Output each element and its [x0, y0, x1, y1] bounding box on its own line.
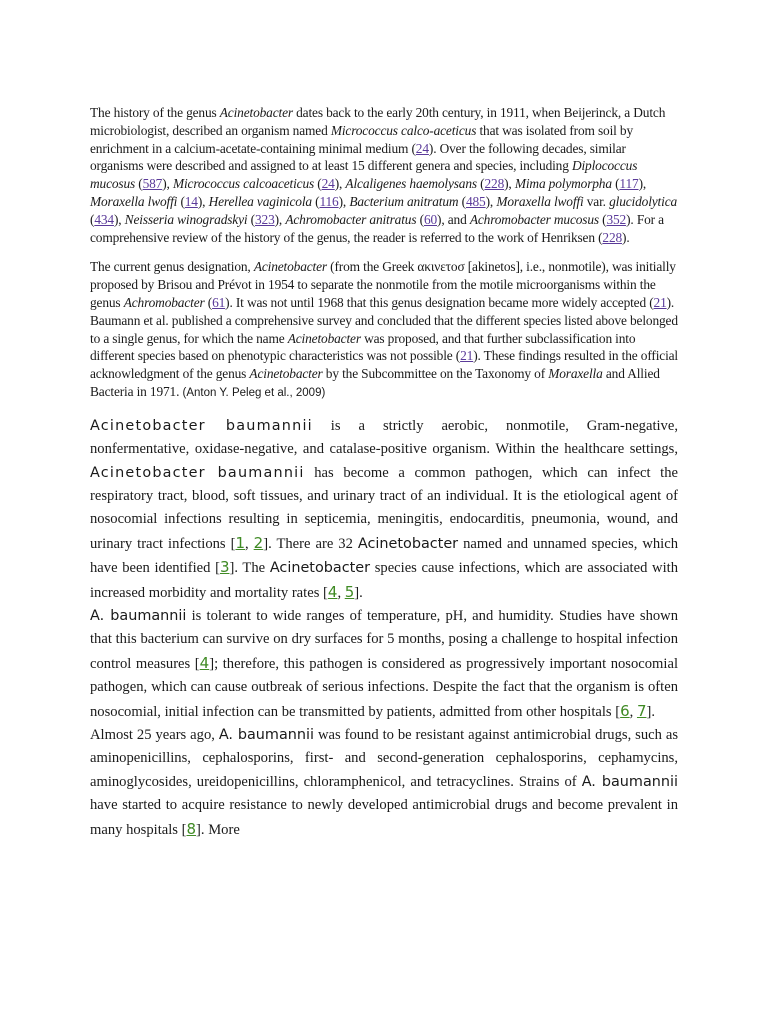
text-run: ), [197, 193, 209, 209]
species-name: Bacterium anitratum [349, 193, 459, 209]
text-run: species cause infections, which are associated with increased morbidity and mortality rates [ [90, 560, 679, 601]
species-name: Micrococcus calcoaceticus [172, 176, 315, 192]
text-run: ( [135, 176, 143, 192]
reference-link[interactable]: 323 [254, 211, 275, 227]
text-run: by the Subcommittee on the Taxonomy of [322, 366, 549, 382]
reference-link[interactable]: 2 [253, 533, 264, 552]
text-run: ]. The [229, 560, 270, 577]
text-run: has become a common pathogen, which can infect the respiratory tract, blood, soft tissues, and urinary tract of an individual. It is the etiological agent of nosocomial infections resulting in septicemia, meningitis, endocarditis, pneumonia, wound, and urinary tract infections [ [90, 464, 678, 552]
reference-link[interactable]: 8 [186, 819, 197, 838]
text-run: is a strictly aerobic, nonmotile, Gram-negative, nonfermentative, oxidase-negative, and catalase-positive organism. Within the healthcare settings, [90, 417, 678, 458]
text-run: ]. More [196, 821, 240, 838]
text-run: ( [314, 176, 322, 192]
organism-name: A. baumannii [218, 727, 315, 744]
reference-link[interactable]: 6 [620, 701, 630, 720]
text-run: ]. There are 32 [263, 535, 358, 552]
text-run: ), [504, 176, 515, 192]
text-run: ]. [646, 703, 656, 720]
text-run: ( [247, 211, 255, 227]
species-name: Alcaligenes haemolysans [345, 176, 477, 192]
text-run: , [337, 584, 345, 601]
text-run: was found to be resistant against antimicrobial drugs, such as aminopenicillins, cephalosporins, first- and second-generation cephalosporins, cephamycins, aminoglycosides, ureidopenicillins, chloramphenicol, and tetracyclines. Strains of [90, 727, 678, 790]
text-run: ). Baumann et al. published a comprehensive survey and concluded that the different species listed above belonged to a single genus, for which the name [90, 294, 678, 346]
text-run: have started to acquire resistance to newly developed antimicrobial drugs and become prevalent in many hospitals [ [90, 797, 678, 838]
text-run: ( [598, 211, 607, 227]
text-run: ( [476, 176, 485, 192]
text-run: ( [416, 211, 424, 227]
history-paragraph [90, 104, 678, 246]
text-run: dates back to the early 20th century, in 1911, when Beijerinck, a Dutch microbiologist, described an organism named [90, 105, 666, 138]
species-name: Achromobacter anitratus [285, 211, 417, 227]
genus-designation-paragraph [90, 258, 678, 402]
text-run: and Allied Bacteria in 1971. [90, 366, 660, 399]
reference-link[interactable]: 3 [219, 558, 230, 577]
citation: (Anton Y. Peleg et al., 2009) [182, 386, 326, 399]
reference-link[interactable]: 434 [94, 211, 114, 227]
text-run: ). For a comprehensive review of the history of the genus, the reader is referred to the work of Henriksen ( [90, 211, 664, 245]
variety-name: glucidolytica [609, 193, 678, 209]
reference-link[interactable]: 1 [235, 533, 246, 552]
species-name: Micrococcus calco-aceticus [330, 122, 477, 138]
text-run: ). These findings resulted in the official acknowledgment of the genus [90, 348, 679, 382]
reference-link[interactable]: 228 [602, 229, 623, 245]
species-name: Achromobacter mucosus [469, 211, 599, 227]
text-run: ), [274, 211, 286, 227]
organism-name: Acinetobacter [269, 560, 371, 577]
text-run: ). [622, 229, 630, 245]
text-run: named and unnamed species, which have been identified [ [90, 535, 678, 577]
text-run: The current genus designation, [90, 259, 254, 275]
text-run: (from the Greek ακινετοσ [akinetos], i.e., nonmotile), was initially proposed by Brisou and Prévot in 1954 to separate the nonmotile from the motile microorganisms within the genus [90, 259, 676, 310]
text-run: ( [311, 193, 320, 209]
species-name: Diplococcus mucosus [90, 158, 638, 192]
organism-name: Acinetobacter baumannii [90, 417, 313, 434]
genus-name: Acinetobacter [249, 366, 323, 382]
species-name: Moraxella lwoffi [496, 193, 584, 209]
reference-link[interactable]: 14 [184, 193, 198, 209]
text-run: The history of the genus [90, 105, 220, 120]
text-run: ). It was not until 1968 that this genus designation became more widely accepted ( [225, 294, 654, 310]
reference-link[interactable]: 7 [636, 701, 647, 720]
text-run: ( [458, 193, 466, 209]
text-run: ). Over the following decades, similar organisms were described and assigned to at least 15 different genera and species, including [90, 140, 626, 174]
text-run: ]; therefore, this pathogen is considered as progressively important nosocomial pathogen, which can cause outbreak of serious infections. Despite the fact that the organism is often nosocomial, initial infection can be transmitted by patients, admitted from other hospitals [ [90, 655, 678, 720]
text-run: is tolerant to wide ranges of temperature, pH, and humidity. Studies have shown that this bacterium can survive on dry surfaces for 5 months, posing a challenge to hospital infection control measures [ [90, 608, 679, 672]
resistance-paragraph [90, 724, 678, 842]
reference-link[interactable]: 116 [319, 193, 339, 209]
reference-link[interactable]: 61 [212, 294, 226, 310]
text-run: ), [485, 193, 497, 209]
genus-name: Acinetobacter [287, 330, 361, 346]
species-name: Neisseria winogradskyi [124, 211, 248, 227]
reference-link[interactable]: 485 [465, 193, 486, 209]
reference-link[interactable]: 24 [321, 176, 335, 192]
reference-link[interactable]: 352 [606, 211, 627, 227]
reference-link[interactable]: 587 [142, 176, 163, 192]
text-run: was proposed, and that further subclassification into different species based on phenotypic characteristics was not possible ( [90, 330, 636, 364]
reference-link[interactable]: 60 [423, 211, 438, 227]
text-run: ( [177, 193, 185, 209]
text-run: ), [113, 211, 125, 227]
reference-link[interactable]: 5 [344, 582, 355, 601]
tolerance-paragraph [90, 605, 678, 724]
reference-link[interactable]: 228 [484, 176, 505, 192]
species-name: Moraxella lwoffi [90, 193, 178, 209]
text-run: ), [638, 176, 647, 192]
genus-name: Moraxella [548, 366, 603, 382]
reference-link[interactable]: 4 [327, 582, 338, 601]
organism-description-paragraph [90, 415, 678, 605]
text-run: var. [583, 193, 610, 209]
reference-link[interactable]: 4 [199, 653, 210, 672]
species-name: Herellea vaginicola [208, 193, 312, 209]
species-name: Mima polymorpha [514, 176, 612, 192]
reference-link[interactable]: 117 [619, 176, 639, 192]
text-run: Almost 25 years ago, [90, 727, 219, 744]
organism-name: A. baumannii [90, 608, 187, 624]
text-run: ( [90, 211, 95, 227]
text-run: ), [338, 193, 350, 209]
genus-name: Acinetobacter [253, 259, 327, 275]
reference-link[interactable]: 21 [460, 348, 474, 364]
text-run: ), [334, 176, 346, 192]
organism-name: Acinetobacter baumannii [90, 464, 305, 481]
organism-name: A. baumannii [581, 773, 678, 790]
document-page [90, 104, 678, 842]
reference-link[interactable]: 21 [653, 294, 667, 310]
text-run: ( [611, 176, 620, 192]
text-run: ( [204, 294, 213, 310]
text-run: ), and [437, 211, 470, 227]
genus-name: Acinetobacter [219, 105, 293, 120]
text-run: , [629, 703, 637, 720]
reference-link[interactable]: 24 [415, 140, 429, 156]
genus-name: Achromobacter [123, 294, 205, 310]
text-run: that was isolated from soil by enrichment in a calcium-acetate-containing minimal medium ( [90, 122, 634, 156]
text-run: ), [162, 176, 173, 192]
text-run: , [245, 535, 254, 552]
organism-name: Acinetobacter [357, 535, 459, 552]
text-run: ]. [354, 584, 363, 601]
